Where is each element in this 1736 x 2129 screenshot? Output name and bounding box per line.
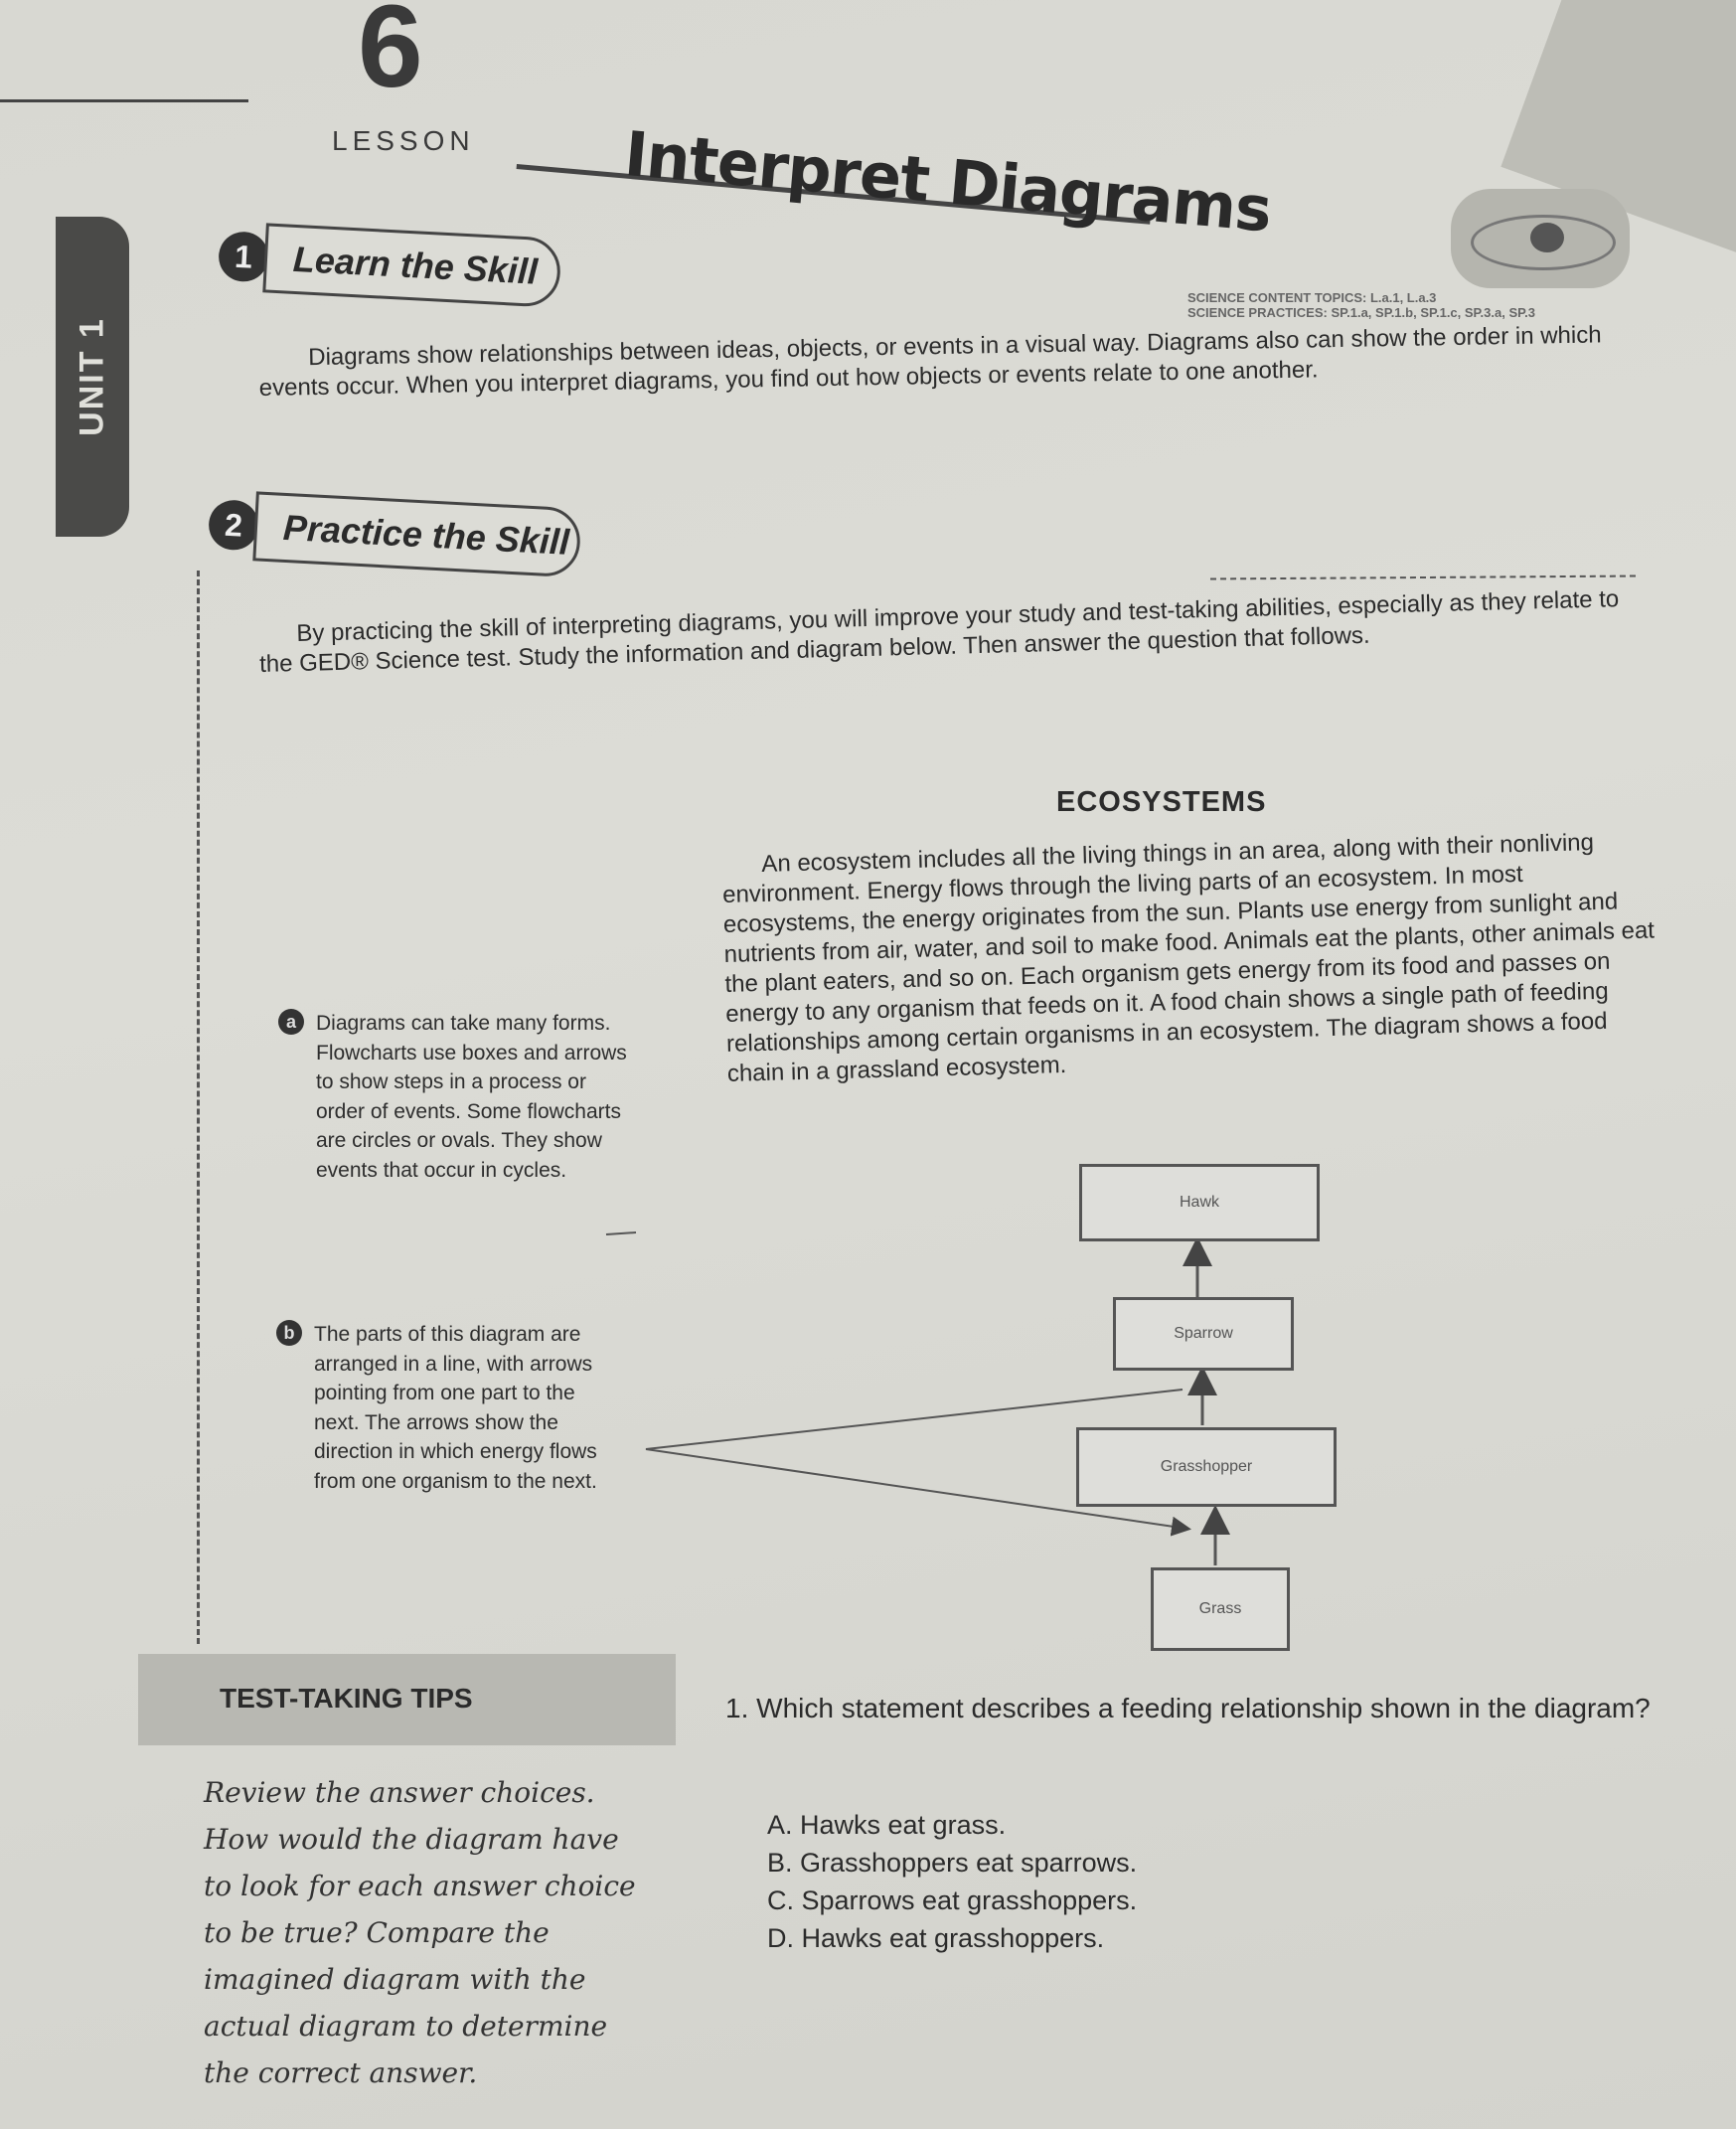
content-topics: SCIENCE CONTENT TOPICS: L.a.1, L.a.3: [1187, 290, 1437, 305]
question-text: Which statement describes a feeding relationship shown in the diagram?: [756, 1693, 1651, 1723]
sidenote-badge: a: [278, 1009, 304, 1035]
node-sparrow: Sparrow: [1113, 1297, 1294, 1371]
node-hawk: Hawk: [1079, 1164, 1320, 1241]
test-taking-tips-banner: [138, 1654, 676, 1745]
practice-paragraph: By practicing the skill of interpreting diagrams, you will improve your study and test-taking abilities, especially as they relate to the GED® Science test. Study the information and diagram below. Then answer the question that follows.: [258, 585, 1620, 678]
node-grass: Grass: [1151, 1567, 1290, 1651]
tips-heading: TEST-TAKING TIPS: [220, 1683, 473, 1714]
sidenote-text: Diagrams can take many forms. Flowcharts use boxes and arrows to show steps in a process or order of events. Some flowcharts are circles or ovals. They show events that occur in cycles.: [316, 1012, 627, 1182]
callout-line-a: [606, 1232, 636, 1234]
page-title: Interpret Diagrams: [621, 117, 1275, 246]
ecosystems-heading: ECOSYSTEMS: [1056, 786, 1267, 818]
sidenote-text: The parts of this diagram are arranged in a line, with arrows pointing from one part to the next. The arrows show the direction in which energy flows from one organism to the next.: [314, 1323, 597, 1493]
sidenote-badge: b: [276, 1320, 302, 1346]
learn-paragraph: Diagrams show relationships between ideas, objects, or events in a visual way. Diagrams also can show the order in which events occur. When you interpret diagrams, you find out how objects or events relate to one another.: [258, 321, 1602, 402]
section-heading: Practice the Skill: [252, 491, 581, 577]
lesson-label: LESSON: [332, 125, 475, 156]
science-practices: SCIENCE PRACTICES: SP.1.a, SP.1.b, SP.1.c, SP.3.a, SP.3: [1187, 305, 1535, 320]
choice-c[interactable]: C. Sparrows eat grasshoppers.: [767, 1885, 1138, 1915]
tips-text: Review the answer choices. How would the diagram have to look for each answer choice to be true? Compare the imagined diagram with the actual diagram to determine the correct answer.: [204, 1776, 636, 2089]
ecosystems-paragraph: An ecosystem includes all the living things in an area, along with their nonliving environment. Energy flows through the living parts of an ecosystem. In most ecosystems, the energy originates from the sun. Plants use energy from sunlight and nutrients from air, water, and soil to make food. Animals eat the plants, other animals eat the plant eaters, and so on. Each organism gets energy from its food and passes on energy to any organism that feeds on it. A food chain shows a single path of feeding relationships among certain organisms in an ecosystem. The diagram shows a food chain in a grassland ecosystem.: [721, 829, 1656, 1087]
unit-tab: UNIT 1: [56, 217, 129, 537]
section-number-badge: 2: [208, 499, 260, 552]
node-grasshopper: Grasshopper: [1076, 1427, 1337, 1507]
section-number-badge: 1: [218, 231, 270, 283]
question: [725, 1690, 1699, 1727]
choice-a[interactable]: A. Hawks eat grass.: [767, 1810, 1007, 1840]
choice-b[interactable]: B. Grasshoppers eat sparrows.: [767, 1848, 1138, 1878]
answer-choices: [767, 1806, 1137, 1957]
lesson-number: 6: [358, 0, 423, 112]
question-number: 1.: [725, 1693, 749, 1723]
section-heading: Learn the Skill: [262, 223, 561, 308]
choice-d[interactable]: D. Hawks eat grasshoppers.: [767, 1923, 1105, 1953]
